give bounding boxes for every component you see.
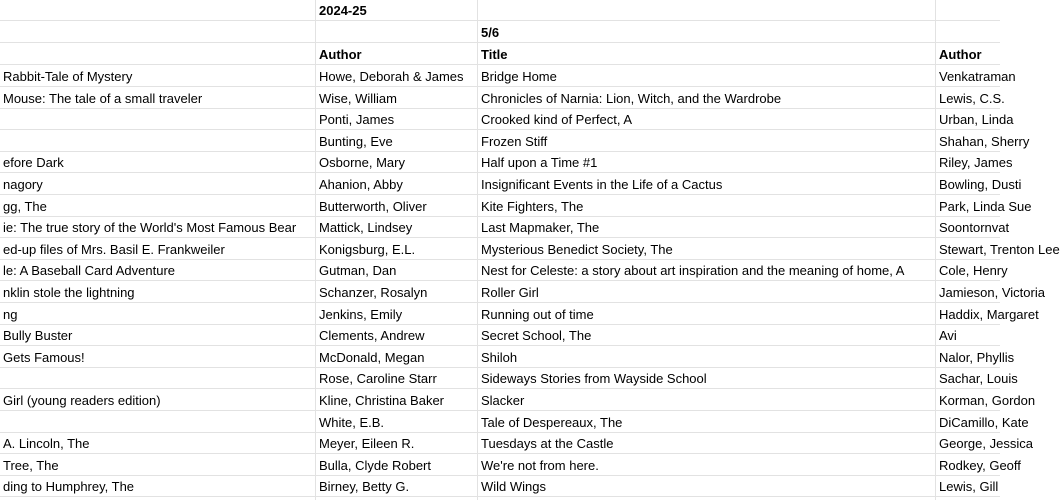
row-left-title[interactable]: Bully Buster <box>3 328 73 343</box>
row-author[interactable]: Lewis, Gill <box>939 479 999 494</box>
table-row <box>0 433 1033 454</box>
row-left-title[interactable]: Rabbit-Tale of Mystery <box>3 69 133 84</box>
table-row <box>0 347 1015 368</box>
table-row <box>0 455 1021 476</box>
row-left-title[interactable]: ed-up files of Mrs. Basil E. Frankweiler <box>3 242 225 257</box>
row-left-title[interactable]: Mouse: The tale of a small traveler <box>3 91 203 106</box>
row-left-title[interactable]: gg, The <box>3 199 47 214</box>
row-left-author[interactable]: Gutman, Dan <box>319 263 397 278</box>
row-left-title[interactable]: nagory <box>3 177 43 192</box>
row-title[interactable]: Slacker <box>481 393 525 408</box>
cell[interactable] <box>936 22 1000 43</box>
row-title[interactable]: We're not from here. <box>481 458 599 473</box>
cell[interactable] <box>0 22 316 43</box>
table-row <box>0 174 1022 195</box>
row-title[interactable]: Last Mapmaker, The <box>481 220 600 235</box>
row-left-author[interactable]: Clements, Andrew <box>319 328 425 343</box>
row-left-title[interactable]: efore Dark <box>3 155 64 170</box>
row-title[interactable]: Half upon a Time #1 <box>481 155 598 170</box>
row-left-author[interactable]: Bulla, Clyde Robert <box>319 458 431 473</box>
row-author[interactable]: Stewart, Trenton Lee <box>939 242 1060 257</box>
row-left-author[interactable]: Meyer, Eileen R. <box>319 436 415 451</box>
table-row <box>0 66 1016 87</box>
row-left-title[interactable]: nklin stole the lightning <box>3 285 135 300</box>
row-left-author[interactable]: Konigsburg, E.L. <box>319 242 416 257</box>
cell[interactable] <box>936 0 1000 21</box>
row-left-author[interactable]: Wise, William <box>319 91 397 106</box>
header-row-year <box>0 0 1000 21</box>
table-row <box>0 412 1029 433</box>
row-author[interactable]: Jamieson, Victoria <box>939 285 1045 300</box>
row-title[interactable]: Wild Wings <box>481 479 547 494</box>
column-divider <box>935 0 936 500</box>
row-title[interactable]: Secret School, The <box>481 328 592 343</box>
row-left-title[interactable] <box>0 109 316 130</box>
row-author[interactable]: Soontornvat <box>939 220 1010 235</box>
row-left-author[interactable]: Bunting, Eve <box>319 134 393 149</box>
row-left-author[interactable]: Ponti, James <box>319 112 395 127</box>
row-left-author[interactable]: Butterworth, Oliver <box>319 199 427 214</box>
table-row <box>0 260 1008 281</box>
title-header[interactable]: Title <box>481 47 508 62</box>
author-right-header[interactable]: Author <box>939 47 982 62</box>
row-left-author[interactable]: Mattick, Lindsey <box>319 220 413 235</box>
table-row <box>0 217 1010 238</box>
row-left-title[interactable]: A. Lincoln, The <box>3 436 90 451</box>
row-author[interactable]: Haddix, Margaret <box>939 307 1039 322</box>
row-title[interactable]: Tale of Despereaux, The <box>481 415 623 430</box>
cell[interactable] <box>478 0 936 21</box>
row-author[interactable]: Nalor, Phyllis <box>939 350 1015 365</box>
row-left-author[interactable]: Jenkins, Emily <box>319 307 403 322</box>
table-row <box>0 109 1014 130</box>
row-author[interactable]: Avi <box>939 328 957 343</box>
row-left-author[interactable]: Osborne, Mary <box>319 155 405 170</box>
row-left-title[interactable] <box>0 368 316 389</box>
row-title[interactable]: Nest for Celeste: a story about art inspiration and the meaning of home, A <box>481 263 905 278</box>
table-row <box>0 476 1000 497</box>
row-title[interactable]: Bridge Home <box>481 69 557 84</box>
row-title[interactable]: Sideways Stories from Wayside School <box>481 371 707 386</box>
row-author[interactable]: Urban, Linda <box>939 112 1014 127</box>
row-author[interactable]: Lewis, C.S. <box>939 91 1005 106</box>
row-title[interactable]: Crooked kind of Perfect, A <box>481 112 633 127</box>
row-author[interactable]: Riley, James <box>939 155 1013 170</box>
row-author[interactable]: Bowling, Dusti <box>939 177 1022 192</box>
row-left-author[interactable]: Rose, Caroline Starr <box>319 371 437 386</box>
cell[interactable] <box>0 44 316 65</box>
row-author[interactable]: Venkatraman <box>939 69 1016 84</box>
row-left-author[interactable]: Kline, Christina Baker <box>319 393 444 408</box>
row-author[interactable]: Sachar, Louis <box>939 371 1018 386</box>
row-title[interactable]: Tuesdays at the Castle <box>481 436 614 451</box>
row-author[interactable]: Shahan, Sherry <box>939 134 1030 149</box>
row-author[interactable]: George, Jessica <box>939 436 1033 451</box>
cell[interactable] <box>0 0 316 21</box>
row-title[interactable]: Running out of time <box>481 307 594 322</box>
row-left-author[interactable]: Birney, Betty G. <box>319 479 410 494</box>
row-title[interactable]: Frozen Stiff <box>481 134 548 149</box>
table-row <box>0 368 1018 389</box>
row-title[interactable]: Kite Fighters, The <box>481 199 584 214</box>
grade-cell[interactable]: 5/6 <box>481 25 500 40</box>
row-left-title[interactable]: ie: The true story of the World's Most Famous Bear <box>3 220 297 235</box>
table-row <box>0 325 1000 346</box>
column-header-row <box>0 44 1000 65</box>
column-divider <box>477 0 478 500</box>
row-left-author[interactable]: Schanzer, Rosalyn <box>319 285 428 300</box>
column-divider <box>315 0 316 500</box>
table-row <box>0 88 1005 109</box>
row-left-title[interactable]: Girl (young readers edition) <box>3 393 161 408</box>
row-title[interactable]: Insignificant Events in the Life of a Cactus <box>481 177 723 192</box>
cell[interactable] <box>316 22 478 43</box>
row-left-author[interactable]: McDonald, Megan <box>319 350 425 365</box>
row-left-title[interactable]: ng <box>3 307 18 322</box>
table-row <box>0 196 1032 217</box>
row-left-title[interactable] <box>0 412 316 433</box>
row-title[interactable]: Mysterious Benedict Society, The <box>481 242 673 257</box>
row-title[interactable]: Shiloh <box>481 350 518 365</box>
row-author[interactable]: Rodkey, Geoff <box>939 458 1021 473</box>
author-left-header[interactable]: Author <box>319 47 362 62</box>
row-left-title[interactable]: Tree, The <box>3 458 59 473</box>
table-row <box>0 304 1039 325</box>
table-row <box>0 131 1030 152</box>
row-left-title[interactable]: ding to Humphrey, The <box>3 479 135 494</box>
row-left-title[interactable] <box>0 131 316 152</box>
row-left-title[interactable]: le: A Baseball Card Adventure <box>3 263 176 278</box>
table-row <box>0 239 1060 260</box>
row-left-title[interactable]: Gets Famous! <box>3 350 85 365</box>
header-row-grade <box>0 22 1000 43</box>
row-author[interactable]: Cole, Henry <box>939 263 1008 278</box>
table-row <box>0 390 1036 411</box>
table-row <box>0 152 1013 173</box>
table-row <box>0 282 1045 303</box>
row-author[interactable]: Korman, Gordon <box>939 393 1036 408</box>
row-left-author[interactable]: Ahanion, Abby <box>319 177 403 192</box>
row-title[interactable]: Chronicles of Narnia: Lion, Witch, and the Wardrobe <box>481 91 782 106</box>
year-cell[interactable]: 2024-25 <box>319 3 367 18</box>
row-author[interactable]: Park, Linda Sue <box>939 199 1032 214</box>
row-author[interactable]: DiCamillo, Kate <box>939 415 1029 430</box>
row-title[interactable]: Roller Girl <box>481 285 539 300</box>
row-left-author[interactable]: White, E.B. <box>319 415 385 430</box>
row-left-author[interactable]: Howe, Deborah & James <box>319 69 464 84</box>
